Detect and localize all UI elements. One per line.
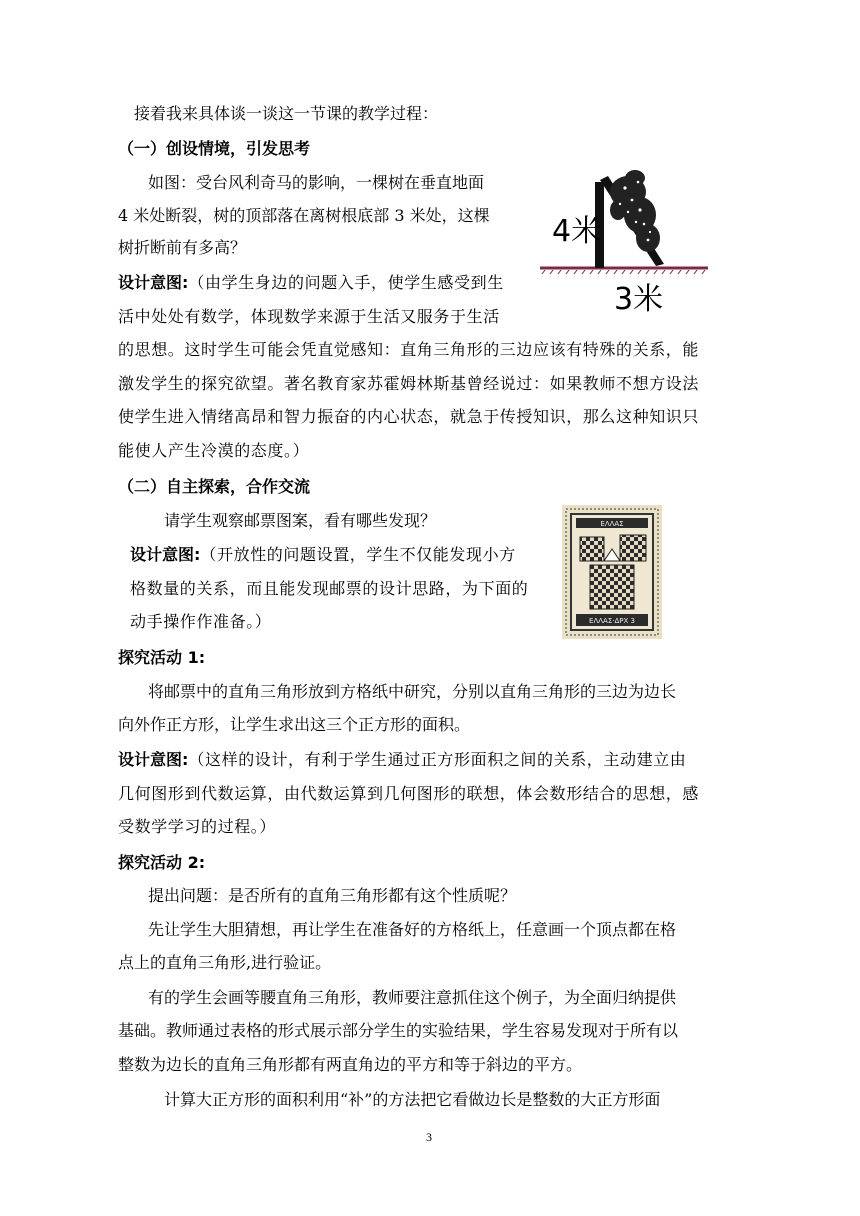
paragraph-line: 格数量的关系，而且能发现邮票的设计思路，为下面的 [130, 579, 529, 598]
paragraph-line: 先让学生大胆猜想，再让学生在准备好的方格纸上，任意画一个顶点都在格 [148, 920, 677, 939]
paragraph-line: 请学生观察邮票图案，看有哪些发现？ [164, 511, 437, 530]
paragraph-line: 4 米处断裂，树的顶部落在离树根底部 3 米处，这棵 [118, 206, 490, 225]
page-number: 3 [426, 1130, 432, 1144]
design-intent-label: 设计意图: [130, 545, 201, 564]
design-intent-text: （这样的设计，有利于学生通过正方形面积之间的关系，主动建立由 [188, 750, 687, 769]
paragraph-line: 几何图形到代数运算，由代数运算到几何图形的联想，体会数形结合的思想，感 [118, 784, 700, 803]
design-intent-text: （由学生身边的问题入手，使学生感受到生 [188, 273, 504, 292]
design-intent-2 [130, 545, 516, 565]
stamp-top-text: ΕΛΛΑΣ [600, 520, 624, 528]
activity-1-title: 探究活动 1: [118, 648, 206, 667]
paragraph-line: 使学生进入情绪高昂和智力振奋的内心状态，就急于传授知识，那么这种知识只 [118, 407, 700, 426]
paragraph-line: 点上的直角三角形,进行验证。 [118, 953, 332, 972]
paragraph-line: 活中处处有数学，体现数学来源于生活又服务于生活 [118, 307, 500, 326]
section-heading-1: （一）创设情境，引发思考 [118, 139, 311, 158]
tree-height-label: 4米 [552, 214, 602, 249]
paragraph-line: 将邮票中的直角三角形放到方格纸中研究，分别以直角三角形的三边为边长 [148, 682, 677, 701]
paragraph-line: 计算大正方形的面积利用“补”的方法把它看做边长是整数的大正方形面 [164, 1090, 661, 1109]
paragraph-line: 能使人产生冷漠的态度。） [118, 441, 310, 460]
paragraph-line: 的思想。这时学生可能会凭直觉感知：直角三角形的三边应该有特殊的关系，能 [118, 340, 700, 359]
broken-tree-figure [540, 160, 710, 317]
design-intent-label: 设计意图: [118, 273, 189, 292]
paragraph-line: 如图：受台风利奇马的影响，一棵树在垂直地面 [148, 173, 485, 192]
design-intent-text: （开放性的问题设置，学生不仅能发现小方 [200, 545, 516, 564]
tree-base-label: 3米 [614, 282, 664, 317]
section-heading-2: （二）自主探索，合作交流 [118, 477, 311, 496]
stamp-figure [562, 505, 662, 639]
paragraph-line: 树折断前有多高？ [118, 238, 247, 257]
paragraph-line: 动手操作作准备。） [130, 612, 272, 631]
paragraph-line: 提出问题：是否所有的直角三角形都有这个性质呢？ [148, 886, 517, 905]
stamp-bottom-text: ΕΛΛΑΣ·ΔΡΧ 3 [589, 617, 635, 625]
paragraph-line: 有的学生会画等腰直角三角形，教师要注意抓住这个例子，为全面归纳提供 [148, 988, 677, 1007]
design-intent-3 [118, 750, 686, 770]
design-intent-label: 设计意图: [118, 750, 189, 769]
design-intent-1 [118, 273, 504, 293]
paragraph-line: 整数为边长的直角三角形都有两直角边的平方和等于斜边的平方。 [118, 1055, 583, 1074]
pythagoras-stamp-image [562, 505, 662, 639]
activity-2-title: 探究活动 2: [118, 853, 206, 872]
paragraph-line: 基础。教师通过表格的形式展示部分学生的实验结果，学生容易发现对于所有以 [118, 1021, 679, 1040]
paragraph-line: 激发学生的探究欲望。著名教育家苏霍姆林斯基曾经说过：如果教师不想方设法 [118, 374, 700, 393]
paragraph-line: 向外作正方形，让学生求出这三个正方形的面积。 [118, 715, 471, 734]
paragraph-line: 受数学学习的过程。） [118, 817, 277, 836]
intro-line: 接着我来具体谈一谈这一节课的教学过程： [134, 104, 439, 123]
